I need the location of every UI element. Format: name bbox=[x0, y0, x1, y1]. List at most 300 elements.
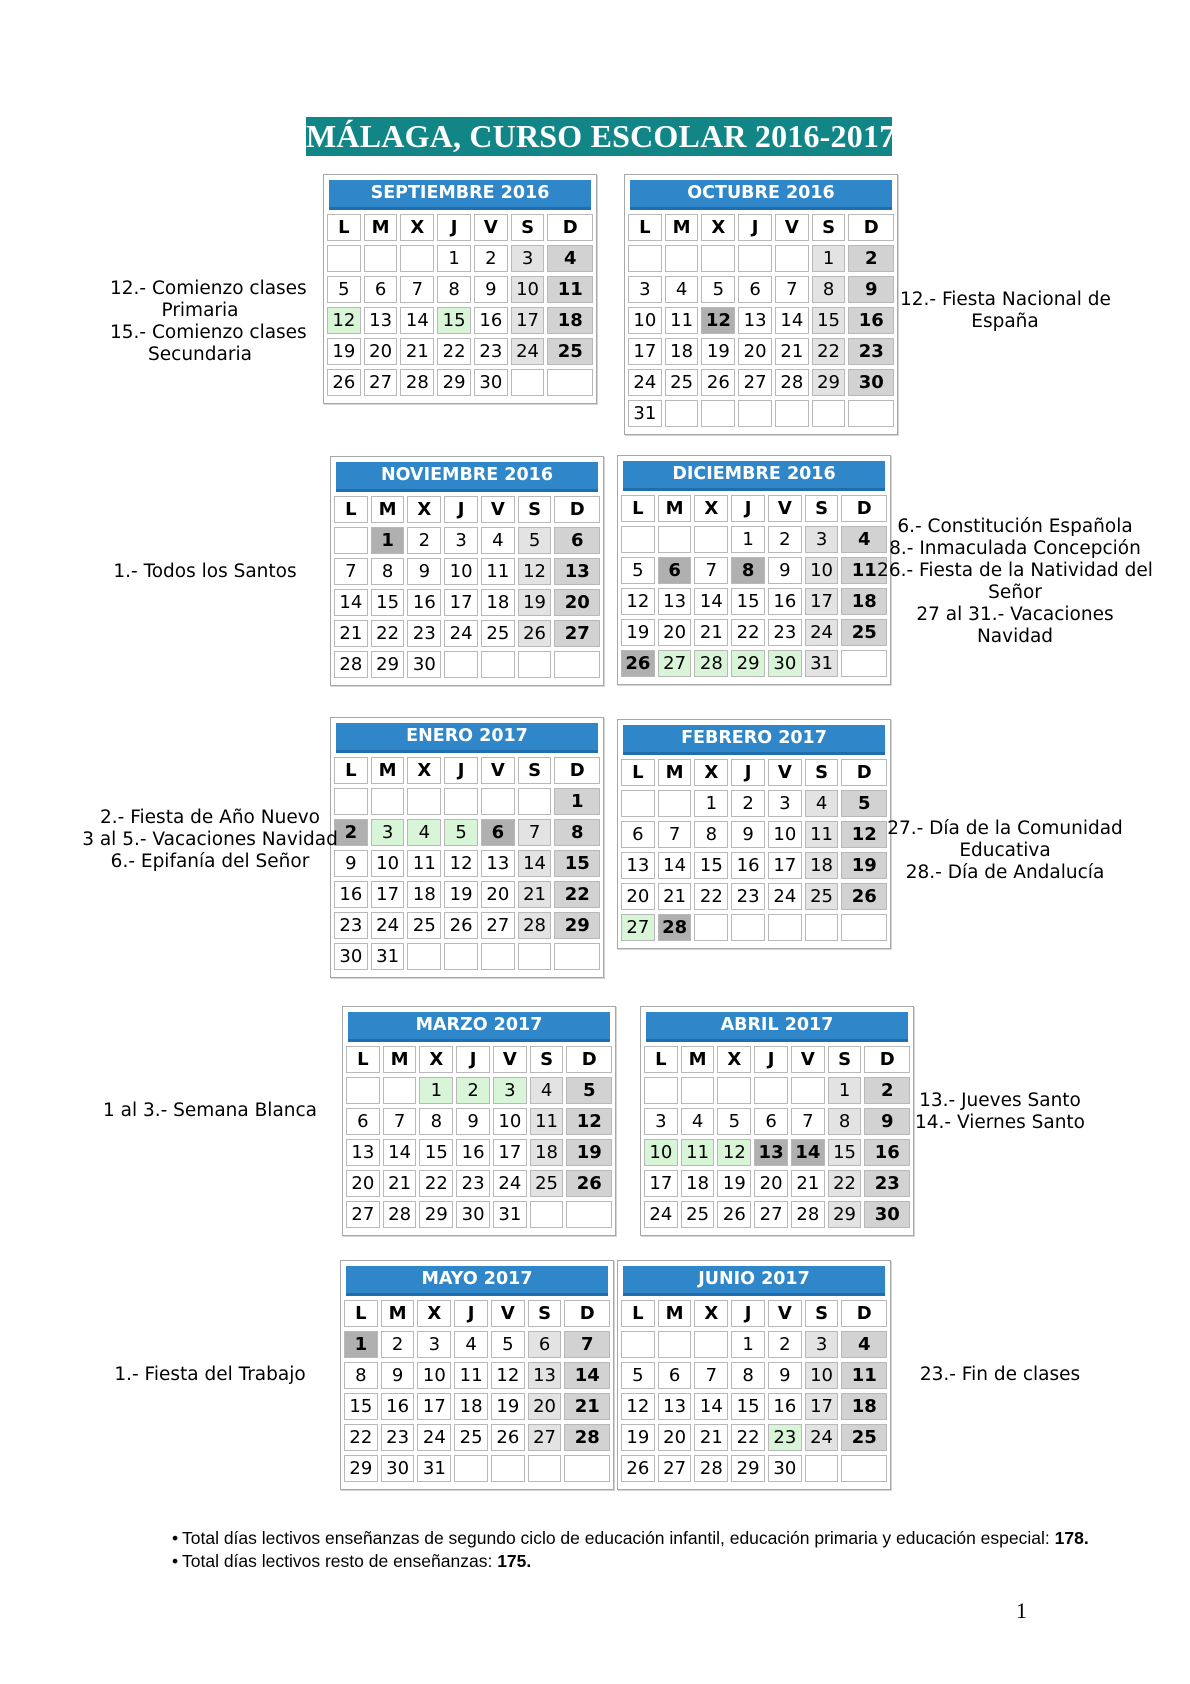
day-cell: 22 bbox=[731, 1424, 765, 1451]
day-cell: 28 bbox=[518, 912, 552, 939]
weekday-header: X bbox=[407, 496, 441, 523]
day-cell: 9 bbox=[848, 276, 894, 303]
day-cell: 18 bbox=[805, 852, 839, 879]
empty-day-cell bbox=[334, 527, 368, 554]
empty-day-cell bbox=[681, 1077, 715, 1104]
weekday-header: V bbox=[768, 495, 802, 522]
day-cell: 20 bbox=[554, 589, 600, 616]
month-calendar-febrero bbox=[617, 719, 891, 949]
day-cell: 16 bbox=[848, 307, 894, 334]
month-title: MAYO 2017 bbox=[346, 1266, 608, 1296]
day-cell: 9 bbox=[731, 821, 765, 848]
day-cell: 8 bbox=[694, 821, 728, 848]
bullet-icon: • bbox=[172, 1528, 179, 1548]
weekday-header: D bbox=[547, 214, 593, 241]
day-cell: 8 bbox=[812, 276, 846, 303]
day-cell: 8 bbox=[437, 276, 471, 303]
empty-day-cell bbox=[621, 526, 655, 553]
day-cell: 14 bbox=[518, 850, 552, 877]
empty-day-cell bbox=[454, 1455, 488, 1482]
weekday-header: X bbox=[400, 214, 434, 241]
footer-line-2 bbox=[172, 1550, 1089, 1573]
day-cell: 26 bbox=[491, 1424, 525, 1451]
day-cell: 31 bbox=[493, 1201, 527, 1228]
day-cell: 27 bbox=[754, 1201, 788, 1228]
day-cell: 31 bbox=[417, 1455, 451, 1482]
weekday-header: S bbox=[528, 1300, 562, 1327]
day-cell: 9 bbox=[474, 276, 508, 303]
day-cell: 12 bbox=[327, 307, 361, 334]
day-cell: 1 bbox=[554, 788, 600, 815]
notes-enero bbox=[80, 807, 340, 873]
weekday-header: M bbox=[371, 496, 405, 523]
day-cell: 10 bbox=[371, 850, 405, 877]
day-cell: 28 bbox=[775, 369, 809, 396]
month-calendar-abril bbox=[640, 1006, 914, 1236]
weekday-header: D bbox=[564, 1300, 610, 1327]
weekday-header: V bbox=[481, 496, 515, 523]
day-cell: 22 bbox=[437, 338, 471, 365]
empty-day-cell bbox=[491, 1455, 525, 1482]
day-cell: 24 bbox=[768, 883, 802, 910]
day-cell: 6 bbox=[554, 527, 600, 554]
month-calendar-enero bbox=[330, 717, 604, 978]
day-cell: 15 bbox=[731, 1393, 765, 1420]
day-cell: 14 bbox=[400, 307, 434, 334]
day-cell: 22 bbox=[731, 619, 765, 646]
day-cell: 24 bbox=[417, 1424, 451, 1451]
day-cell: 13 bbox=[346, 1139, 380, 1166]
day-cell: 25 bbox=[454, 1424, 488, 1451]
empty-day-cell bbox=[738, 400, 772, 427]
empty-day-cell bbox=[564, 1455, 610, 1482]
day-cell: 18 bbox=[547, 307, 593, 334]
month-grid bbox=[644, 1046, 910, 1232]
day-cell: 1 bbox=[419, 1077, 453, 1104]
empty-day-cell bbox=[518, 943, 552, 970]
day-cell: 23 bbox=[864, 1170, 910, 1197]
day-cell: 24 bbox=[444, 620, 478, 647]
day-cell: 25 bbox=[805, 883, 839, 910]
empty-day-cell bbox=[805, 1455, 839, 1482]
day-cell: 26 bbox=[327, 369, 361, 396]
day-cell: 9 bbox=[864, 1108, 910, 1135]
day-cell: 12 bbox=[621, 588, 655, 615]
month-title: MARZO 2017 bbox=[348, 1012, 610, 1042]
weekday-header: L bbox=[644, 1046, 678, 1073]
day-cell: 11 bbox=[530, 1108, 564, 1135]
day-cell: 2 bbox=[334, 819, 368, 846]
empty-day-cell bbox=[658, 1331, 692, 1358]
day-cell: 27 bbox=[658, 650, 692, 677]
day-cell: 29 bbox=[731, 650, 765, 677]
day-cell: 18 bbox=[841, 1393, 887, 1420]
empty-day-cell bbox=[444, 943, 478, 970]
weekday-header: L bbox=[628, 214, 662, 241]
empty-day-cell bbox=[775, 245, 809, 272]
day-cell: 7 bbox=[694, 557, 728, 584]
day-cell: 8 bbox=[731, 1362, 765, 1389]
empty-day-cell bbox=[791, 1077, 825, 1104]
day-cell: 11 bbox=[841, 557, 887, 584]
day-cell: 11 bbox=[841, 1362, 887, 1389]
empty-day-cell bbox=[621, 790, 655, 817]
weekday-header: J bbox=[456, 1046, 490, 1073]
day-cell: 21 bbox=[694, 1424, 728, 1451]
month-title: SEPTIEMBRE 2016 bbox=[329, 180, 591, 210]
day-cell: 21 bbox=[775, 338, 809, 365]
empty-day-cell bbox=[327, 245, 361, 272]
day-cell: 21 bbox=[383, 1170, 417, 1197]
day-cell: 2 bbox=[864, 1077, 910, 1104]
weekday-header: X bbox=[717, 1046, 751, 1073]
day-cell: 29 bbox=[731, 1455, 765, 1482]
day-cell: 3 bbox=[628, 276, 662, 303]
day-cell: 20 bbox=[346, 1170, 380, 1197]
day-cell: 15 bbox=[419, 1139, 453, 1166]
day-cell: 24 bbox=[371, 912, 405, 939]
day-cell: 7 bbox=[383, 1108, 417, 1135]
day-cell: 23 bbox=[474, 338, 508, 365]
day-cell: 7 bbox=[334, 558, 368, 585]
day-cell: 3 bbox=[371, 819, 405, 846]
month-calendar-junio bbox=[617, 1260, 891, 1490]
day-cell: 29 bbox=[812, 369, 846, 396]
day-cell: 15 bbox=[344, 1393, 378, 1420]
day-cell: 10 bbox=[511, 276, 545, 303]
footer-line-2-text: Total días lectivos resto de enseñanzas: bbox=[182, 1551, 498, 1571]
day-cell: 21 bbox=[334, 620, 368, 647]
note-line: 1 al 3.- Semana Blanca bbox=[102, 1100, 318, 1121]
day-cell: 16 bbox=[381, 1393, 415, 1420]
day-cell: 1 bbox=[437, 245, 471, 272]
day-cell: 26 bbox=[621, 650, 655, 677]
day-cell: 31 bbox=[805, 650, 839, 677]
day-cell: 24 bbox=[493, 1170, 527, 1197]
day-cell: 28 bbox=[334, 651, 368, 678]
day-cell: 19 bbox=[327, 338, 361, 365]
empty-day-cell bbox=[444, 651, 478, 678]
footer-line-2-value: 175. bbox=[497, 1551, 532, 1571]
day-cell: 11 bbox=[665, 307, 699, 334]
day-cell: 10 bbox=[805, 557, 839, 584]
month-title: JUNIO 2017 bbox=[623, 1266, 885, 1296]
day-cell: 11 bbox=[481, 558, 515, 585]
day-cell: 18 bbox=[681, 1170, 715, 1197]
day-cell: 20 bbox=[658, 1424, 692, 1451]
weekday-header: M bbox=[383, 1046, 417, 1073]
empty-day-cell bbox=[444, 788, 478, 815]
day-cell: 7 bbox=[518, 819, 552, 846]
day-cell: 20 bbox=[528, 1393, 562, 1420]
day-cell: 19 bbox=[621, 1424, 655, 1451]
day-cell: 4 bbox=[454, 1331, 488, 1358]
month-calendar-diciembre bbox=[617, 455, 891, 685]
day-cell: 22 bbox=[419, 1170, 453, 1197]
day-cell: 30 bbox=[864, 1201, 910, 1228]
day-cell: 23 bbox=[334, 912, 368, 939]
empty-day-cell bbox=[658, 526, 692, 553]
weekday-header: M bbox=[658, 1300, 692, 1327]
day-cell: 22 bbox=[828, 1170, 862, 1197]
note-line: 26.- Fiesta de la Natividad del bbox=[877, 560, 1153, 581]
empty-day-cell bbox=[481, 651, 515, 678]
day-cell: 28 bbox=[791, 1201, 825, 1228]
note-line: 6.- Epifanía del Señor bbox=[110, 851, 310, 872]
notes-junio bbox=[910, 1364, 1090, 1386]
day-cell: 9 bbox=[334, 850, 368, 877]
day-cell: 19 bbox=[717, 1170, 751, 1197]
day-cell: 20 bbox=[364, 338, 398, 365]
day-cell: 14 bbox=[383, 1139, 417, 1166]
weekday-header: D bbox=[848, 214, 894, 241]
weekday-header: X bbox=[701, 214, 735, 241]
note-line: 2.- Fiesta de Año Nuevo bbox=[100, 807, 320, 828]
weekday-header: D bbox=[554, 757, 600, 784]
empty-day-cell bbox=[528, 1455, 562, 1482]
day-cell: 25 bbox=[547, 338, 593, 365]
day-cell: 17 bbox=[644, 1170, 678, 1197]
day-cell: 1 bbox=[731, 1331, 765, 1358]
day-cell: 29 bbox=[371, 651, 405, 678]
day-cell: 12 bbox=[841, 821, 887, 848]
day-cell: 12 bbox=[491, 1362, 525, 1389]
day-cell: 16 bbox=[456, 1139, 490, 1166]
day-cell: 19 bbox=[841, 852, 887, 879]
day-cell: 12 bbox=[518, 558, 552, 585]
weekday-header: X bbox=[694, 759, 728, 786]
note-line: 1.- Fiesta del Trabajo bbox=[114, 1364, 306, 1385]
empty-day-cell bbox=[346, 1077, 380, 1104]
day-cell: 6 bbox=[738, 276, 772, 303]
day-cell: 1 bbox=[828, 1077, 862, 1104]
note-line: 1.- Todos los Santos bbox=[113, 561, 297, 582]
empty-day-cell bbox=[738, 245, 772, 272]
note-line: 28.- Día de Andalucía bbox=[905, 862, 1105, 883]
day-cell: 8 bbox=[554, 819, 600, 846]
day-cell: 27 bbox=[738, 369, 772, 396]
weekday-header: L bbox=[621, 759, 655, 786]
notes-diciembre bbox=[870, 516, 1160, 648]
day-cell: 21 bbox=[658, 883, 692, 910]
empty-day-cell bbox=[383, 1077, 417, 1104]
month-calendar-noviembre bbox=[330, 456, 604, 686]
day-cell: 17 bbox=[417, 1393, 451, 1420]
day-cell: 29 bbox=[419, 1201, 453, 1228]
day-cell: 11 bbox=[407, 850, 441, 877]
day-cell: 15 bbox=[554, 850, 600, 877]
month-title: ABRIL 2017 bbox=[646, 1012, 908, 1042]
empty-day-cell bbox=[371, 788, 405, 815]
empty-day-cell bbox=[665, 400, 699, 427]
day-cell: 27 bbox=[346, 1201, 380, 1228]
day-cell: 1 bbox=[694, 790, 728, 817]
empty-day-cell bbox=[694, 526, 728, 553]
day-cell: 14 bbox=[658, 852, 692, 879]
day-cell: 31 bbox=[628, 400, 662, 427]
day-cell: 28 bbox=[694, 650, 728, 677]
day-cell: 23 bbox=[848, 338, 894, 365]
day-cell: 19 bbox=[621, 619, 655, 646]
month-title: FEBRERO 2017 bbox=[623, 725, 885, 755]
day-cell: 12 bbox=[444, 850, 478, 877]
day-cell: 30 bbox=[407, 651, 441, 678]
note-line: 3 al 5.- Vacaciones Navidad bbox=[82, 829, 338, 850]
weekday-header: S bbox=[805, 1300, 839, 1327]
day-cell: 4 bbox=[841, 1331, 887, 1358]
empty-day-cell bbox=[518, 788, 552, 815]
day-cell: 24 bbox=[644, 1201, 678, 1228]
day-cell: 25 bbox=[841, 619, 887, 646]
weekday-header: D bbox=[566, 1046, 612, 1073]
note-line: Señor bbox=[988, 582, 1042, 603]
day-cell: 9 bbox=[768, 1362, 802, 1389]
day-cell: 7 bbox=[564, 1331, 610, 1358]
month-grid bbox=[346, 1046, 612, 1232]
day-cell: 3 bbox=[644, 1108, 678, 1135]
empty-day-cell bbox=[754, 1077, 788, 1104]
note-line: 12.- Comienzo clases bbox=[110, 278, 307, 299]
day-cell: 23 bbox=[768, 1424, 802, 1451]
day-cell: 20 bbox=[481, 881, 515, 908]
day-cell: 1 bbox=[344, 1331, 378, 1358]
month-grid bbox=[621, 759, 887, 945]
day-cell: 2 bbox=[768, 526, 802, 553]
day-cell: 5 bbox=[518, 527, 552, 554]
note-line: 14.- Viernes Santo bbox=[914, 1112, 1086, 1133]
day-cell: 21 bbox=[564, 1393, 610, 1420]
day-cell: 10 bbox=[444, 558, 478, 585]
day-cell: 27 bbox=[621, 914, 655, 941]
day-cell: 28 bbox=[383, 1201, 417, 1228]
day-cell: 16 bbox=[864, 1139, 910, 1166]
day-cell: 27 bbox=[554, 620, 600, 647]
day-cell: 6 bbox=[364, 276, 398, 303]
day-cell: 2 bbox=[848, 245, 894, 272]
day-cell: 4 bbox=[481, 527, 515, 554]
empty-day-cell bbox=[841, 914, 887, 941]
day-cell: 18 bbox=[454, 1393, 488, 1420]
empty-day-cell bbox=[621, 1331, 655, 1358]
note-line: 8.- Inmaculada Concepción bbox=[889, 538, 1141, 559]
empty-day-cell bbox=[481, 943, 515, 970]
day-cell: 22 bbox=[344, 1424, 378, 1451]
day-cell: 16 bbox=[334, 881, 368, 908]
day-cell: 3 bbox=[805, 526, 839, 553]
notes-abril bbox=[900, 1090, 1100, 1134]
day-cell: 3 bbox=[444, 527, 478, 554]
note-line: España bbox=[971, 311, 1039, 332]
day-cell: 2 bbox=[768, 1331, 802, 1358]
day-cell: 17 bbox=[805, 1393, 839, 1420]
day-cell: 4 bbox=[530, 1077, 564, 1104]
day-cell: 15 bbox=[371, 589, 405, 616]
day-cell: 25 bbox=[665, 369, 699, 396]
weekday-header: D bbox=[841, 759, 887, 786]
weekday-header: V bbox=[481, 757, 515, 784]
day-cell: 9 bbox=[456, 1108, 490, 1135]
empty-day-cell bbox=[805, 914, 839, 941]
weekday-header: S bbox=[812, 214, 846, 241]
note-line: 23.- Fin de clases bbox=[919, 1364, 1081, 1385]
weekday-header: X bbox=[407, 757, 441, 784]
month-grid bbox=[344, 1300, 610, 1486]
weekday-header: S bbox=[530, 1046, 564, 1073]
day-cell: 13 bbox=[658, 588, 692, 615]
day-cell: 27 bbox=[481, 912, 515, 939]
weekday-header: V bbox=[768, 1300, 802, 1327]
month-title: NOVIEMBRE 2016 bbox=[336, 462, 598, 492]
day-cell: 16 bbox=[474, 307, 508, 334]
weekday-header: S bbox=[805, 495, 839, 522]
day-cell: 24 bbox=[805, 1424, 839, 1451]
day-cell: 28 bbox=[400, 369, 434, 396]
day-cell: 4 bbox=[407, 819, 441, 846]
day-cell: 16 bbox=[768, 1393, 802, 1420]
day-cell: 13 bbox=[754, 1139, 788, 1166]
day-cell: 1 bbox=[812, 245, 846, 272]
month-grid bbox=[621, 1300, 887, 1486]
weekday-header: M bbox=[658, 759, 692, 786]
day-cell: 8 bbox=[344, 1362, 378, 1389]
day-cell: 6 bbox=[754, 1108, 788, 1135]
empty-day-cell bbox=[547, 369, 593, 396]
day-cell: 29 bbox=[828, 1201, 862, 1228]
day-cell: 18 bbox=[841, 588, 887, 615]
day-cell: 18 bbox=[530, 1139, 564, 1166]
day-cell: 4 bbox=[547, 245, 593, 272]
day-cell: 22 bbox=[371, 620, 405, 647]
day-cell: 4 bbox=[805, 790, 839, 817]
day-cell: 20 bbox=[621, 883, 655, 910]
day-cell: 27 bbox=[658, 1455, 692, 1482]
weekday-header: J bbox=[444, 496, 478, 523]
month-grid bbox=[327, 214, 593, 400]
day-cell: 29 bbox=[344, 1455, 378, 1482]
day-cell: 13 bbox=[738, 307, 772, 334]
month-grid bbox=[334, 757, 600, 974]
day-cell: 8 bbox=[371, 558, 405, 585]
notes-noviembre bbox=[100, 561, 310, 583]
day-cell: 21 bbox=[518, 881, 552, 908]
day-cell: 23 bbox=[381, 1424, 415, 1451]
weekday-header: M bbox=[665, 214, 699, 241]
day-cell: 10 bbox=[628, 307, 662, 334]
day-cell: 15 bbox=[812, 307, 846, 334]
month-calendar-marzo bbox=[342, 1006, 616, 1236]
empty-day-cell bbox=[848, 400, 894, 427]
month-grid bbox=[334, 496, 600, 682]
day-cell: 11 bbox=[805, 821, 839, 848]
day-cell: 19 bbox=[518, 589, 552, 616]
note-line: 6.- Constitución Española bbox=[897, 516, 1133, 537]
day-cell: 29 bbox=[437, 369, 471, 396]
day-cell: 7 bbox=[400, 276, 434, 303]
weekday-header: L bbox=[621, 1300, 655, 1327]
note-line: 27 al 31.- Vacaciones bbox=[916, 604, 1114, 625]
day-cell: 6 bbox=[658, 1362, 692, 1389]
day-cell: 15 bbox=[731, 588, 765, 615]
day-cell: 24 bbox=[511, 338, 545, 365]
day-cell: 5 bbox=[327, 276, 361, 303]
day-cell: 12 bbox=[621, 1393, 655, 1420]
day-cell: 9 bbox=[381, 1362, 415, 1389]
empty-day-cell bbox=[407, 788, 441, 815]
note-line: 15.- Comienzo clases bbox=[110, 322, 307, 343]
note-line: 13.- Jueves Santo bbox=[919, 1090, 1081, 1111]
weekday-header: S bbox=[828, 1046, 862, 1073]
empty-day-cell bbox=[511, 369, 545, 396]
